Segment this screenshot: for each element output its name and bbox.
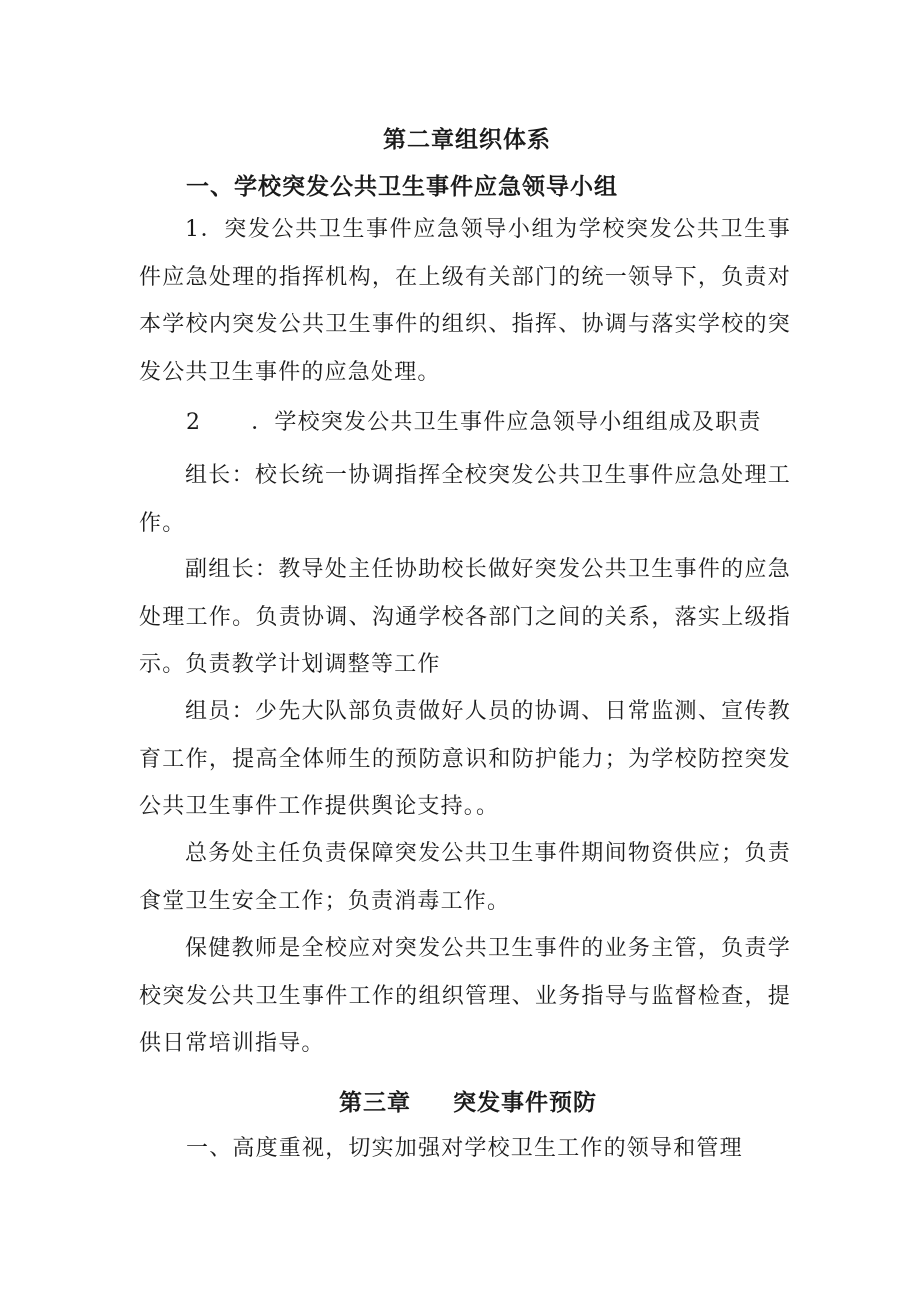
paragraph-members: 组员：少先大队部负责做好人员的协调、日常监测、宣传教育工作，提高全体师生的预防意识和防护能力；为学校防控突发公共卫生事件工作提供舆论支持。。 <box>139 699 791 819</box>
paragraph-2-number: 2 <box>186 410 202 435</box>
chapter-3-label: 第三章 <box>339 1089 411 1116</box>
paragraph-deputy-leader: 副组长：教导处主任协助校长做好突发公共卫生事件的应急处理工作。负责协调、沟通学校各部门之间的关系，落实上级指示。负责教学计划调整等工作 <box>139 557 791 677</box>
paragraph-2 <box>186 405 762 436</box>
chapter-3-name: 突发事件预防 <box>453 1089 597 1116</box>
chapter-2-title: 第二章组织体系 <box>383 126 551 153</box>
chapter-3-section-1: 一、高度重视，切实加强对学校卫生工作的领导和管理 <box>186 1136 743 1161</box>
paragraph-2-text: ．学校突发公共卫生事件应急领导小组组成及职责 <box>251 410 762 435</box>
paragraph-1: 1．突发公共卫生事件应急领导小组为学校突发公共卫生事件应急处理的指挥机构，在上级有关部门的统一领导下，负责对本学校内突发公共卫生事件的组织、指挥、协调与落实学校的突发公共卫生事件的应急处理。 <box>139 217 791 385</box>
paragraph-health-teacher: 保健教师是全校应对突发公共卫生事件的业务主管，负责学校突发公共卫生事件工作的组织管理、业务指导与监督检查，提供日常培训指导。 <box>139 936 791 1056</box>
chapter-3-title <box>339 1084 597 1117</box>
paragraph-logistics: 总务处主任负责保障突发公共卫生事件期间物资供应；负责食堂卫生安全工作；负责消毒工作。 <box>139 841 791 914</box>
section-1-heading: 一、学校突发公共卫生事件应急领导小组 <box>186 173 618 200</box>
paragraph-leader: 组长：校长统一协调指挥全校突发公共卫生事件应急处理工作。 <box>139 463 791 536</box>
